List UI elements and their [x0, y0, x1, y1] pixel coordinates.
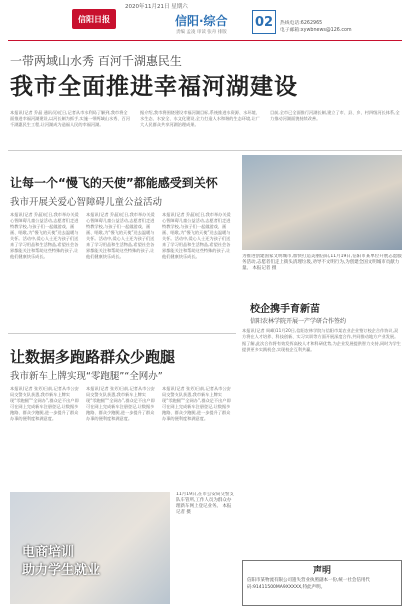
- issue-date: 2020年11月21日 星期六: [125, 4, 188, 10]
- notice-text: 信阳市某物流有限公司遗失营业执照副本一份,统一社会信用代码:91411500MA9XXXXX,特此声明。: [247, 578, 370, 590]
- section-title: 信阳·综合: [175, 14, 228, 28]
- story2-body-col1: 本报讯(记者 张芳)日前,记者从市公安局交警支队获悉,我市新车上牌实现“零跑腿”“全网办”,群众足不出户即可在网上完成新车注册登记,让数据多跑路、群众少跑腿,进一步提升了群众办事的便利度和满意度。: [10, 386, 79, 421]
- story2-body-col2: 本报讯(记者 张芳)日前,记者从市公安局交警支队获悉,我市新车上牌实现“零跑腿”“全网办”,群众足不出户即可在网上完成新车注册登记,让数据多跑路、群众少跑腿,进一步提升了群众办事的便利度和满意度。: [86, 386, 155, 421]
- lead-body-mid: 据介绍,我市将围绕建设幸福河湖目标,系统推进水资源、水环境、水生态、水安全、水文化建设,全力打造人水和谐的生态环境,让广大人民群众共享河湖治理成果。: [140, 110, 260, 127]
- photo-banner: [22, 544, 100, 580]
- sidebar-column-title: 校企携手育新苗: [250, 304, 320, 315]
- photo-banner-line2: 助力学生就业: [22, 563, 101, 578]
- lead-divider: [8, 150, 402, 151]
- story2-title: 让数据多跑路群众少跑腿: [10, 348, 176, 366]
- story2-deck: 我市新车上牌实现“零跑腿”“全网办”: [10, 371, 163, 382]
- sidebar-column-body: 本报讯(记者 周峰)11月20日,信阳农林学院与信阳市某农业企业签订校企合作协议,双方将在人才培养、科技创新、实习实训等方面开展深度合作,共同推动地方产业发展。据了解,此次合作将有效发挥高校人才和科研优势,为企业发展提供智力支持,同时为学生提供更多实践机会,实现校企互利共赢。: [242, 328, 401, 353]
- lead-kicker: 一带两域山水秀 百河千湖惠民生: [10, 54, 182, 68]
- lead-headline: 我市全面推进幸福河湖建设: [10, 74, 298, 100]
- masthead-divider: [8, 40, 402, 41]
- story1-title: 让每一个“慢飞的天使”都能感受到关怀: [10, 176, 218, 190]
- story1-body-col2: 本报讯(记者 乔晶)近日,我市举办关爱心智障碍儿童公益活动,志愿者们走进特教学校,与孩子们一起做游戏、画画、唱歌,为“慢飞的天使”送去温暖与关怀。活动中,爱心人士还为孩子们送来了学习用品和生活物品,希望社会各界都能关注和帮助这些特殊的孩子,让他们健康快乐成长。: [86, 212, 155, 259]
- story1-deck: 我市开展关爱心智障碍儿童公益活动: [10, 197, 163, 208]
- editor-credits: 责编 孟凌 审读 张舟 排版: [176, 30, 227, 35]
- story1-divider: [8, 333, 236, 334]
- newspaper-logo: 信阳日报: [72, 9, 116, 29]
- story2-photo-caption: 11月19日,在市公安局交警支队车管所,工作人员为群众办理新车网上登记业务。 本报记者 摄: [176, 492, 234, 515]
- notice-title: 声明: [312, 566, 331, 576]
- story2-body-col3: 本报讯(记者 张芳)日前,记者从市公安局交警支队获悉,我市新车上牌实现“零跑腿”“全网办”,群众足不出户即可在网上完成新车注册登记,让数据多跑路、群众少跑腿,进一步提升了群众办事的便利度和满意度。: [162, 386, 231, 421]
- sidebar-photo-caption: 为推进创建国家文明城市,加快打造美丽信阳,11月19日,信阳市某单位开展志愿服务活动,志愿者们走上街头清理垃圾,劝导不文明行为,为创建全国文明城市贡献力量。 本报记者 摄: [242, 254, 402, 271]
- page-number: 02: [252, 10, 276, 34]
- story1-body-col3: 本报讯(记者 乔晶)近日,我市举办关爱心智障碍儿童公益活动,志愿者们走进特教学校,与孩子们一起做游戏、画画、唱歌,为“慢飞的天使”送去温暖与关怀。活动中,爱心人士还为孩子们送来了学习用品和生活物品,希望社会各界都能关注和帮助这些特殊的孩子,让他们健康快乐成长。: [162, 212, 231, 259]
- photo-banner-line1: 电商培训: [22, 545, 75, 560]
- story1-body-col1: 本报讯(记者 乔晶)近日,我市举办关爱心智障碍儿童公益活动,志愿者们走进特教学校,与孩子们一起做游戏、画画、唱歌,为“慢飞的天使”送去温暖与关怀。活动中,爱心人士还为孩子们送来了学习用品和生活物品,希望社会各界都能关注和帮助这些特殊的孩子,让他们健康快乐成长。: [10, 212, 79, 259]
- notice-box: [242, 560, 402, 606]
- contact-info: [280, 20, 352, 34]
- sidebar-column-deck: 信阳农林学院开展一产学研合作签约: [250, 318, 347, 325]
- lead-body-right: 目前,全市已全面推行河湖长制,建立了市、县、乡、村四级河长体系,全力推动河湖面貌持续改善。: [270, 110, 400, 121]
- hotline-phone: 热线电话:6262965: [280, 21, 323, 26]
- lead-body-left: 本报讯(记者 乔晶 通讯员)近日,记者从市水利局了解到,我市将全面推进幸福河湖建设,以河长制为抓手,实施一带两域山水秀、百河千湖惠民生工程,让河湖成为造福人民的幸福河湖。: [10, 110, 130, 127]
- hotline-email: 电子邮箱:xywbnews@126.com: [280, 28, 352, 33]
- sidebar-photo: [242, 155, 402, 250]
- story2-photo: [10, 492, 170, 604]
